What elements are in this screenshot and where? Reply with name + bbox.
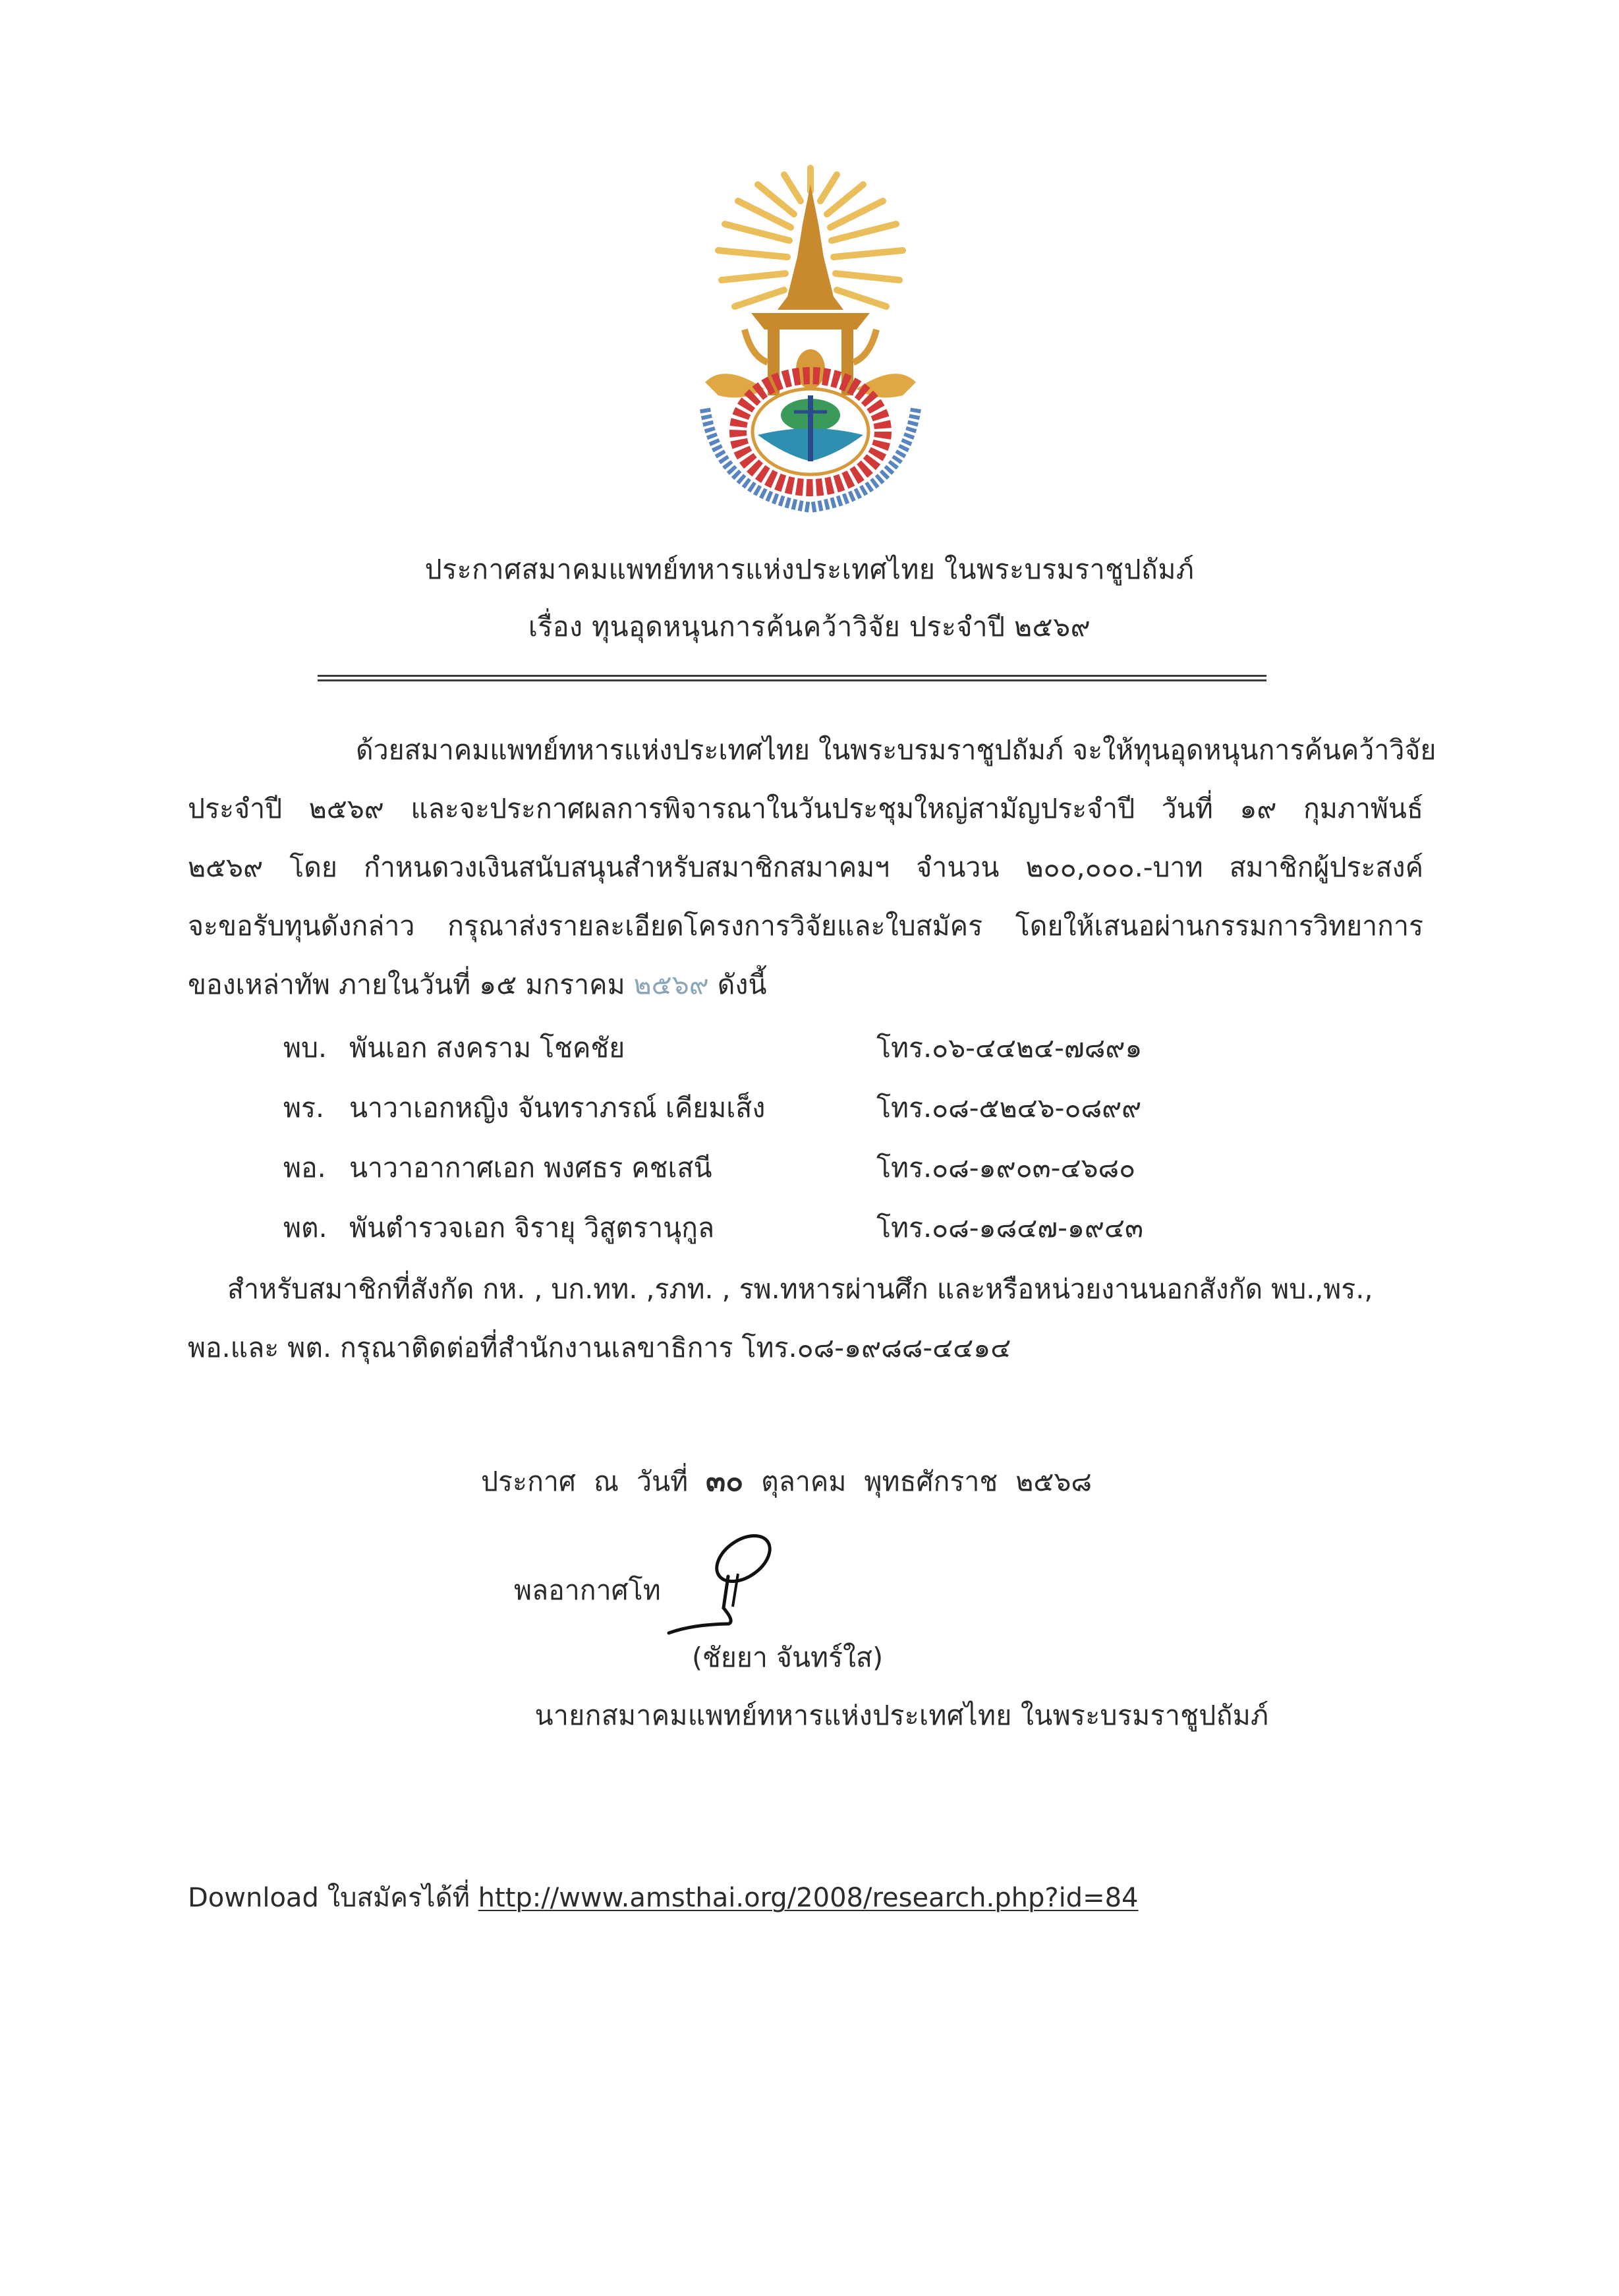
contact-name: พันตำรวจเอก จิรายุ วิสูตรานุกูล — [349, 1212, 715, 1244]
date-prefix: ประกาศ ณ วันที่ — [481, 1466, 689, 1497]
contact-phone: โทร.๐๘-๑๙๐๓-๔๖๘๐ — [876, 1152, 1136, 1184]
download-label: Download ใบสมัครได้ที่ — [188, 1883, 478, 1913]
download-line — [188, 1880, 1139, 1916]
note-line-2: พอ.และ พต. กรุณาติดต่อที่สำนักงานเลขาธิการ โทร.๐๘-๑๙๘๘-๔๔๑๔ — [188, 1332, 1011, 1363]
announcement-subject: เรื่อง ทุนอุดหนุนการค้นคว้าวิจัย ประจำปี ๒๕๖๙ — [528, 611, 1091, 643]
contact-unit: พร. — [283, 1092, 325, 1124]
contact-row — [283, 1029, 1272, 1066]
date-day: ๓๐ — [706, 1464, 744, 1498]
signatory-title: นายกสมาคมแพทย์ทหารแห่งประเทศไทย ในพระบรมราชูปถัมภ์ — [534, 1700, 1269, 1731]
deadline-suffix: ดังนี้ — [708, 969, 767, 1000]
contact-row — [283, 1089, 1272, 1126]
deadline-text: ของเหล่าทัพ ภายในวันที่ ๑๕ มกราคม — [188, 969, 634, 1000]
signatory-rank: พลอากาศโท — [514, 1574, 661, 1606]
body-line-4: จะขอรับทุนดังกล่าว กรุณาส่งรายละเอียดโครงการวิจัยและใบสมัคร โดยให้เสนอผ่านกรรมการวิทยาการ — [188, 910, 1423, 942]
date-month: ตุลาคม — [761, 1466, 847, 1497]
contact-name: นาวาอากาศเอก พงศธร คชเสนี — [349, 1152, 712, 1184]
body-line-1: ด้วยสมาคมแพทย์ทหารแห่งประเทศไทย ในพระบรมราชูปถัมภ์ จะให้ทุนอุดหนุนการค้นคว้าวิจัย — [356, 734, 1436, 766]
application-form-link[interactable]: http://www.amsthai.org/2008/research.php?id=84 — [478, 1883, 1139, 1913]
emblem-icon — [679, 165, 942, 521]
body-line-2: ประจำปี ๒๕๖๙ และจะประกาศผลการพิจารณาในวันประชุมใหญ่สามัญประจำปี วันที่ ๑๙ กุมภาพันธ์ — [188, 793, 1423, 824]
body-line-3: ๒๕๖๙ โดย กำหนดวงเงินสนับสนุนสำหรับสมาชิกสมาคมฯ จำนวน ๒๐๐,๐๐๐.-บาท สมาชิกผู้ประสงค์ — [188, 851, 1423, 883]
royal-emblem-logo — [679, 165, 942, 521]
date-year: ๒๕๖๘ — [1015, 1466, 1093, 1497]
contact-phone: โทร.๐๘-๕๒๔๖-๐๘๙๙ — [876, 1092, 1142, 1124]
note-line-1: สำหรับสมาชิกที่สังกัด กห. , บก.ทท. ,รภท. , รพ.ทหารผ่านศึก และหรือหน่วยงานนอกสังกัด พบ.,พร., — [227, 1273, 1373, 1305]
date-era: พุทธศักราช — [864, 1466, 998, 1497]
signature-icon — [666, 1529, 810, 1641]
contact-row — [283, 1209, 1272, 1246]
corrected-year-stamp: ๒๕๖๙ — [633, 969, 709, 1000]
contact-unit: พบ. — [283, 1032, 327, 1064]
title-divider-second — [318, 679, 1266, 681]
contact-name: นาวาเอกหญิง จันทราภรณ์ เคียมเส็ง — [349, 1092, 766, 1124]
contact-phone: โทร.๐๘-๑๘๔๗-๑๙๔๓ — [876, 1212, 1143, 1244]
contact-name: พันเอก สงคราม โชคชัย — [349, 1032, 625, 1064]
announcement-date — [481, 1463, 1092, 1500]
contact-unit: พต. — [283, 1212, 327, 1244]
contact-unit: พอ. — [283, 1152, 326, 1184]
announcement-title: ประกาศสมาคมแพทย์ทหารแห่งประเทศไทย ในพระบรมราชูปถัมภ์ — [424, 554, 1195, 585]
contact-row — [283, 1149, 1272, 1186]
title-divider — [318, 675, 1266, 677]
handwritten-signature — [666, 1529, 810, 1641]
signatory-title-wrap — [0, 1697, 1619, 1734]
contact-phone: โทร.๐๖-๔๔๒๔-๗๘๙๑ — [876, 1032, 1143, 1064]
signatory-name: (ชัยยา จันทร์ใส) — [692, 1642, 884, 1673]
body-line-5 — [188, 966, 1423, 1003]
